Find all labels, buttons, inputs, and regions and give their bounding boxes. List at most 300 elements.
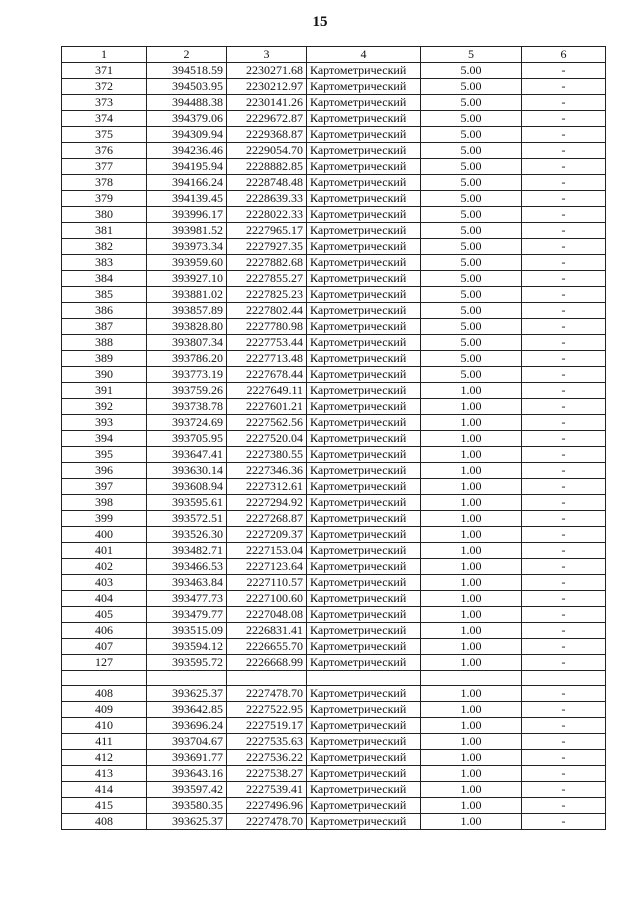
method-cell: Картометрический — [307, 559, 421, 575]
note-cell — [522, 671, 606, 686]
accuracy-cell: 5.00 — [421, 175, 522, 191]
x-coordinate-cell: 393696.24 — [147, 718, 227, 734]
table-row — [62, 814, 606, 830]
note-cell: - — [522, 782, 606, 798]
accuracy-cell: 1.00 — [421, 479, 522, 495]
table-row — [62, 63, 606, 79]
note-cell: - — [522, 718, 606, 734]
x-coordinate-cell: 393704.67 — [147, 734, 227, 750]
note-cell: - — [522, 191, 606, 207]
note-cell: - — [522, 319, 606, 335]
method-cell: Картометрический — [307, 415, 421, 431]
note-cell: - — [522, 495, 606, 511]
table-row — [62, 303, 606, 319]
method-cell: Картометрический — [307, 303, 421, 319]
note-cell: - — [522, 415, 606, 431]
x-coordinate-cell: 393738.78 — [147, 399, 227, 415]
accuracy-cell: 1.00 — [421, 814, 522, 830]
x-coordinate-cell: 394518.59 — [147, 63, 227, 79]
accuracy-cell: 1.00 — [421, 718, 522, 734]
method-cell: Картометрический — [307, 351, 421, 367]
note-cell: - — [522, 255, 606, 271]
table-row — [62, 495, 606, 511]
y-coordinate-cell: 2228022.33 — [227, 207, 307, 223]
note-cell: - — [522, 639, 606, 655]
table-header-row — [62, 47, 606, 63]
accuracy-cell: 5.00 — [421, 287, 522, 303]
table-row — [62, 718, 606, 734]
point-number-cell: 391 — [62, 383, 147, 399]
point-number-cell: 408 — [62, 686, 147, 702]
x-coordinate-cell: 393515.09 — [147, 623, 227, 639]
accuracy-cell: 5.00 — [421, 207, 522, 223]
accuracy-cell: 1.00 — [421, 623, 522, 639]
x-coordinate-cell: 393572.51 — [147, 511, 227, 527]
x-coordinate-cell: 393466.53 — [147, 559, 227, 575]
x-coordinate-cell: 394195.94 — [147, 159, 227, 175]
y-coordinate-cell: 2227882.68 — [227, 255, 307, 271]
column-header: 2 — [147, 47, 227, 63]
y-coordinate-cell: 2228639.33 — [227, 191, 307, 207]
point-number-cell: 414 — [62, 782, 147, 798]
x-coordinate-cell: 393807.34 — [147, 335, 227, 351]
accuracy-cell: 1.00 — [421, 575, 522, 591]
y-coordinate-cell: 2230141.26 — [227, 95, 307, 111]
method-cell: Картометрический — [307, 191, 421, 207]
x-coordinate-cell: 394379.06 — [147, 111, 227, 127]
point-number-cell: 415 — [62, 798, 147, 814]
note-cell: - — [522, 575, 606, 591]
y-coordinate-cell — [227, 671, 307, 686]
point-number-cell: 388 — [62, 335, 147, 351]
accuracy-cell: 1.00 — [421, 639, 522, 655]
x-coordinate-cell: 393881.02 — [147, 287, 227, 303]
note-cell: - — [522, 207, 606, 223]
method-cell: Картометрический — [307, 399, 421, 415]
y-coordinate-cell: 2227601.21 — [227, 399, 307, 415]
y-coordinate-cell: 2229672.87 — [227, 111, 307, 127]
y-coordinate-cell: 2227048.08 — [227, 607, 307, 623]
note-cell: - — [522, 734, 606, 750]
table-row — [62, 143, 606, 159]
accuracy-cell: 1.00 — [421, 447, 522, 463]
x-coordinate-cell: 393959.60 — [147, 255, 227, 271]
table-row — [62, 287, 606, 303]
x-coordinate-cell: 393463.84 — [147, 575, 227, 591]
point-number-cell: 406 — [62, 623, 147, 639]
x-coordinate-cell — [147, 671, 227, 686]
accuracy-cell: 5.00 — [421, 303, 522, 319]
y-coordinate-cell: 2227294.92 — [227, 495, 307, 511]
table-row — [62, 351, 606, 367]
table-row — [62, 383, 606, 399]
note-cell: - — [522, 143, 606, 159]
x-coordinate-cell: 394503.95 — [147, 79, 227, 95]
point-number-cell: 392 — [62, 399, 147, 415]
note-cell: - — [522, 63, 606, 79]
table-row — [62, 447, 606, 463]
method-cell: Картометрический — [307, 431, 421, 447]
method-cell: Картометрический — [307, 143, 421, 159]
x-coordinate-cell: 393759.26 — [147, 383, 227, 399]
accuracy-cell: 1.00 — [421, 399, 522, 415]
table-row — [62, 750, 606, 766]
note-cell: - — [522, 447, 606, 463]
x-coordinate-cell: 394309.94 — [147, 127, 227, 143]
point-number-cell: 371 — [62, 63, 147, 79]
table-row — [62, 463, 606, 479]
point-number-cell: 412 — [62, 750, 147, 766]
table-row — [62, 255, 606, 271]
note-cell: - — [522, 335, 606, 351]
y-coordinate-cell: 2227753.44 — [227, 335, 307, 351]
accuracy-cell: 5.00 — [421, 255, 522, 271]
x-coordinate-cell: 393482.71 — [147, 543, 227, 559]
point-number-cell: 387 — [62, 319, 147, 335]
y-coordinate-cell: 2230212.97 — [227, 79, 307, 95]
point-number-cell: 397 — [62, 479, 147, 495]
table-row — [62, 511, 606, 527]
y-coordinate-cell: 2227478.70 — [227, 814, 307, 830]
y-coordinate-cell: 2227380.55 — [227, 447, 307, 463]
method-cell: Картометрический — [307, 750, 421, 766]
table-row — [62, 623, 606, 639]
table-row — [62, 367, 606, 383]
accuracy-cell: 5.00 — [421, 271, 522, 287]
method-cell: Картометрический — [307, 591, 421, 607]
method-cell: Картометрический — [307, 479, 421, 495]
y-coordinate-cell: 2227649.11 — [227, 383, 307, 399]
accuracy-cell: 1.00 — [421, 702, 522, 718]
note-cell: - — [522, 750, 606, 766]
accuracy-cell: 1.00 — [421, 750, 522, 766]
note-cell: - — [522, 271, 606, 287]
x-coordinate-cell: 393643.16 — [147, 766, 227, 782]
note-cell: - — [522, 607, 606, 623]
method-cell: Картометрический — [307, 639, 421, 655]
table-row — [62, 559, 606, 575]
method-cell: Картометрический — [307, 127, 421, 143]
y-coordinate-cell: 2227965.17 — [227, 223, 307, 239]
point-number-cell: 377 — [62, 159, 147, 175]
note-cell: - — [522, 702, 606, 718]
point-number-cell: 411 — [62, 734, 147, 750]
method-cell: Картометрический — [307, 287, 421, 303]
method-cell: Картометрический — [307, 543, 421, 559]
y-coordinate-cell: 2227535.63 — [227, 734, 307, 750]
page-number: 15 — [312, 14, 328, 30]
point-number-cell: 376 — [62, 143, 147, 159]
method-cell: Картометрический — [307, 335, 421, 351]
column-header: 5 — [421, 47, 522, 63]
method-cell: Картометрический — [307, 782, 421, 798]
point-number-cell: 398 — [62, 495, 147, 511]
x-coordinate-cell: 393927.10 — [147, 271, 227, 287]
method-cell: Картометрический — [307, 383, 421, 399]
table-row — [62, 95, 606, 111]
accuracy-cell: 1.00 — [421, 591, 522, 607]
table-row — [62, 639, 606, 655]
accuracy-cell: 5.00 — [421, 127, 522, 143]
note-cell: - — [522, 686, 606, 702]
note-cell: - — [522, 175, 606, 191]
y-coordinate-cell: 2230271.68 — [227, 63, 307, 79]
note-cell: - — [522, 223, 606, 239]
y-coordinate-cell: 2227110.57 — [227, 575, 307, 591]
note-cell: - — [522, 463, 606, 479]
note-cell: - — [522, 351, 606, 367]
accuracy-cell — [421, 671, 522, 686]
x-coordinate-cell: 393773.19 — [147, 367, 227, 383]
point-number-cell — [62, 671, 147, 686]
note-cell: - — [522, 559, 606, 575]
accuracy-cell: 1.00 — [421, 527, 522, 543]
method-cell: Картометрический — [307, 814, 421, 830]
coordinates-table — [61, 46, 606, 830]
x-coordinate-cell: 393625.37 — [147, 686, 227, 702]
note-cell: - — [522, 814, 606, 830]
y-coordinate-cell: 2227562.56 — [227, 415, 307, 431]
y-coordinate-cell: 2227520.04 — [227, 431, 307, 447]
table-body — [62, 47, 606, 830]
x-coordinate-cell: 394166.24 — [147, 175, 227, 191]
accuracy-cell: 5.00 — [421, 95, 522, 111]
x-coordinate-cell: 393630.14 — [147, 463, 227, 479]
point-number-cell: 379 — [62, 191, 147, 207]
x-coordinate-cell: 393996.17 — [147, 207, 227, 223]
table-row — [62, 575, 606, 591]
y-coordinate-cell: 2227678.44 — [227, 367, 307, 383]
accuracy-cell: 5.00 — [421, 319, 522, 335]
accuracy-cell: 5.00 — [421, 191, 522, 207]
table-row — [62, 702, 606, 718]
note-cell: - — [522, 383, 606, 399]
method-cell: Картометрический — [307, 718, 421, 734]
table-row — [62, 111, 606, 127]
method-cell: Картометрический — [307, 686, 421, 702]
method-cell: Картометрический — [307, 798, 421, 814]
note-cell: - — [522, 623, 606, 639]
table-row — [62, 782, 606, 798]
method-cell: Картометрический — [307, 79, 421, 95]
point-number-cell: 385 — [62, 287, 147, 303]
note-cell: - — [522, 95, 606, 111]
point-number-cell: 381 — [62, 223, 147, 239]
y-coordinate-cell: 2227519.17 — [227, 718, 307, 734]
method-cell: Картометрический — [307, 63, 421, 79]
method-cell: Картометрический — [307, 159, 421, 175]
y-coordinate-cell: 2227536.22 — [227, 750, 307, 766]
point-number-cell: 378 — [62, 175, 147, 191]
y-coordinate-cell: 2227312.61 — [227, 479, 307, 495]
table-row — [62, 655, 606, 671]
table-row — [62, 607, 606, 623]
table-row — [62, 79, 606, 95]
table-row — [62, 399, 606, 415]
method-cell: Картометрический — [307, 527, 421, 543]
x-coordinate-cell: 393595.72 — [147, 655, 227, 671]
accuracy-cell: 5.00 — [421, 143, 522, 159]
note-cell: - — [522, 127, 606, 143]
x-coordinate-cell: 393857.89 — [147, 303, 227, 319]
y-coordinate-cell: 2228748.48 — [227, 175, 307, 191]
accuracy-cell: 1.00 — [421, 607, 522, 623]
accuracy-cell: 5.00 — [421, 63, 522, 79]
y-coordinate-cell: 2227346.36 — [227, 463, 307, 479]
table-row — [62, 798, 606, 814]
accuracy-cell: 5.00 — [421, 159, 522, 175]
table-row — [62, 431, 606, 447]
x-coordinate-cell: 393608.94 — [147, 479, 227, 495]
method-cell: Картометрический — [307, 207, 421, 223]
y-coordinate-cell: 2227855.27 — [227, 271, 307, 287]
note-cell: - — [522, 287, 606, 303]
y-coordinate-cell: 2226668.99 — [227, 655, 307, 671]
column-header: 6 — [522, 47, 606, 63]
table-row — [62, 191, 606, 207]
y-coordinate-cell: 2227496.96 — [227, 798, 307, 814]
point-number-cell: 407 — [62, 639, 147, 655]
point-number-cell: 410 — [62, 718, 147, 734]
y-coordinate-cell: 2227538.27 — [227, 766, 307, 782]
x-coordinate-cell: 393479.77 — [147, 607, 227, 623]
y-coordinate-cell: 2229054.70 — [227, 143, 307, 159]
table-row — [62, 686, 606, 702]
y-coordinate-cell: 2227522.95 — [227, 702, 307, 718]
table-row — [62, 175, 606, 191]
x-coordinate-cell: 393691.77 — [147, 750, 227, 766]
note-cell: - — [522, 766, 606, 782]
method-cell: Картометрический — [307, 766, 421, 782]
method-cell — [307, 671, 421, 686]
point-number-cell: 386 — [62, 303, 147, 319]
note-cell: - — [522, 655, 606, 671]
method-cell: Картометрический — [307, 575, 421, 591]
accuracy-cell: 1.00 — [421, 431, 522, 447]
point-number-cell: 393 — [62, 415, 147, 431]
column-header: 3 — [227, 47, 307, 63]
y-coordinate-cell: 2227539.41 — [227, 782, 307, 798]
table-row — [62, 319, 606, 335]
table-row — [62, 127, 606, 143]
x-coordinate-cell: 393973.34 — [147, 239, 227, 255]
accuracy-cell: 5.00 — [421, 367, 522, 383]
table-row — [62, 271, 606, 287]
point-number-cell: 384 — [62, 271, 147, 287]
method-cell: Картометрический — [307, 271, 421, 287]
note-cell: - — [522, 399, 606, 415]
table-row — [62, 734, 606, 750]
x-coordinate-cell: 394139.45 — [147, 191, 227, 207]
y-coordinate-cell: 2229368.87 — [227, 127, 307, 143]
accuracy-cell: 5.00 — [421, 239, 522, 255]
point-number-cell: 404 — [62, 591, 147, 607]
point-number-cell: 390 — [62, 367, 147, 383]
accuracy-cell: 1.00 — [421, 495, 522, 511]
point-number-cell: 403 — [62, 575, 147, 591]
method-cell: Картометрический — [307, 511, 421, 527]
table-row — [62, 335, 606, 351]
accuracy-cell: 1.00 — [421, 559, 522, 575]
table-row — [62, 207, 606, 223]
accuracy-cell: 1.00 — [421, 383, 522, 399]
y-coordinate-cell: 2227802.44 — [227, 303, 307, 319]
y-coordinate-cell: 2227825.23 — [227, 287, 307, 303]
table-row — [62, 223, 606, 239]
y-coordinate-cell: 2226831.41 — [227, 623, 307, 639]
note-cell: - — [522, 79, 606, 95]
y-coordinate-cell: 2227478.70 — [227, 686, 307, 702]
x-coordinate-cell: 393981.52 — [147, 223, 227, 239]
x-coordinate-cell: 393828.80 — [147, 319, 227, 335]
y-coordinate-cell: 2227927.35 — [227, 239, 307, 255]
accuracy-cell: 5.00 — [421, 79, 522, 95]
point-number-cell: 127 — [62, 655, 147, 671]
note-cell: - — [522, 527, 606, 543]
y-coordinate-cell: 2227153.04 — [227, 543, 307, 559]
table-row — [62, 159, 606, 175]
y-coordinate-cell: 2227780.98 — [227, 319, 307, 335]
method-cell: Картометрический — [307, 319, 421, 335]
y-coordinate-cell: 2227100.60 — [227, 591, 307, 607]
accuracy-cell: 1.00 — [421, 655, 522, 671]
method-cell: Картометрический — [307, 463, 421, 479]
point-number-cell: 401 — [62, 543, 147, 559]
point-number-cell: 374 — [62, 111, 147, 127]
point-number-cell: 394 — [62, 431, 147, 447]
point-number-cell: 373 — [62, 95, 147, 111]
method-cell: Картометрический — [307, 111, 421, 127]
y-coordinate-cell: 2227209.37 — [227, 527, 307, 543]
point-number-cell: 399 — [62, 511, 147, 527]
accuracy-cell: 5.00 — [421, 335, 522, 351]
point-number-cell: 405 — [62, 607, 147, 623]
note-cell: - — [522, 511, 606, 527]
note-cell: - — [522, 303, 606, 319]
x-coordinate-cell: 393580.35 — [147, 798, 227, 814]
x-coordinate-cell: 393724.69 — [147, 415, 227, 431]
note-cell: - — [522, 111, 606, 127]
y-coordinate-cell: 2227123.64 — [227, 559, 307, 575]
point-number-cell: 375 — [62, 127, 147, 143]
x-coordinate-cell: 394488.38 — [147, 95, 227, 111]
x-coordinate-cell: 393786.20 — [147, 351, 227, 367]
method-cell: Картометрический — [307, 239, 421, 255]
method-cell: Картометрический — [307, 223, 421, 239]
point-number-cell: 383 — [62, 255, 147, 271]
method-cell: Картометрический — [307, 367, 421, 383]
note-cell: - — [522, 591, 606, 607]
accuracy-cell: 1.00 — [421, 415, 522, 431]
method-cell: Картометрический — [307, 734, 421, 750]
y-coordinate-cell: 2226655.70 — [227, 639, 307, 655]
accuracy-cell: 1.00 — [421, 511, 522, 527]
x-coordinate-cell: 393526.30 — [147, 527, 227, 543]
table-row — [62, 543, 606, 559]
y-coordinate-cell: 2227713.48 — [227, 351, 307, 367]
x-coordinate-cell: 393597.42 — [147, 782, 227, 798]
note-cell: - — [522, 798, 606, 814]
note-cell: - — [522, 239, 606, 255]
column-header: 1 — [62, 47, 147, 63]
accuracy-cell: 1.00 — [421, 766, 522, 782]
accuracy-cell: 1.00 — [421, 543, 522, 559]
point-number-cell: 396 — [62, 463, 147, 479]
table-row — [62, 591, 606, 607]
accuracy-cell: 1.00 — [421, 798, 522, 814]
accuracy-cell: 1.00 — [421, 782, 522, 798]
table-row — [62, 766, 606, 782]
